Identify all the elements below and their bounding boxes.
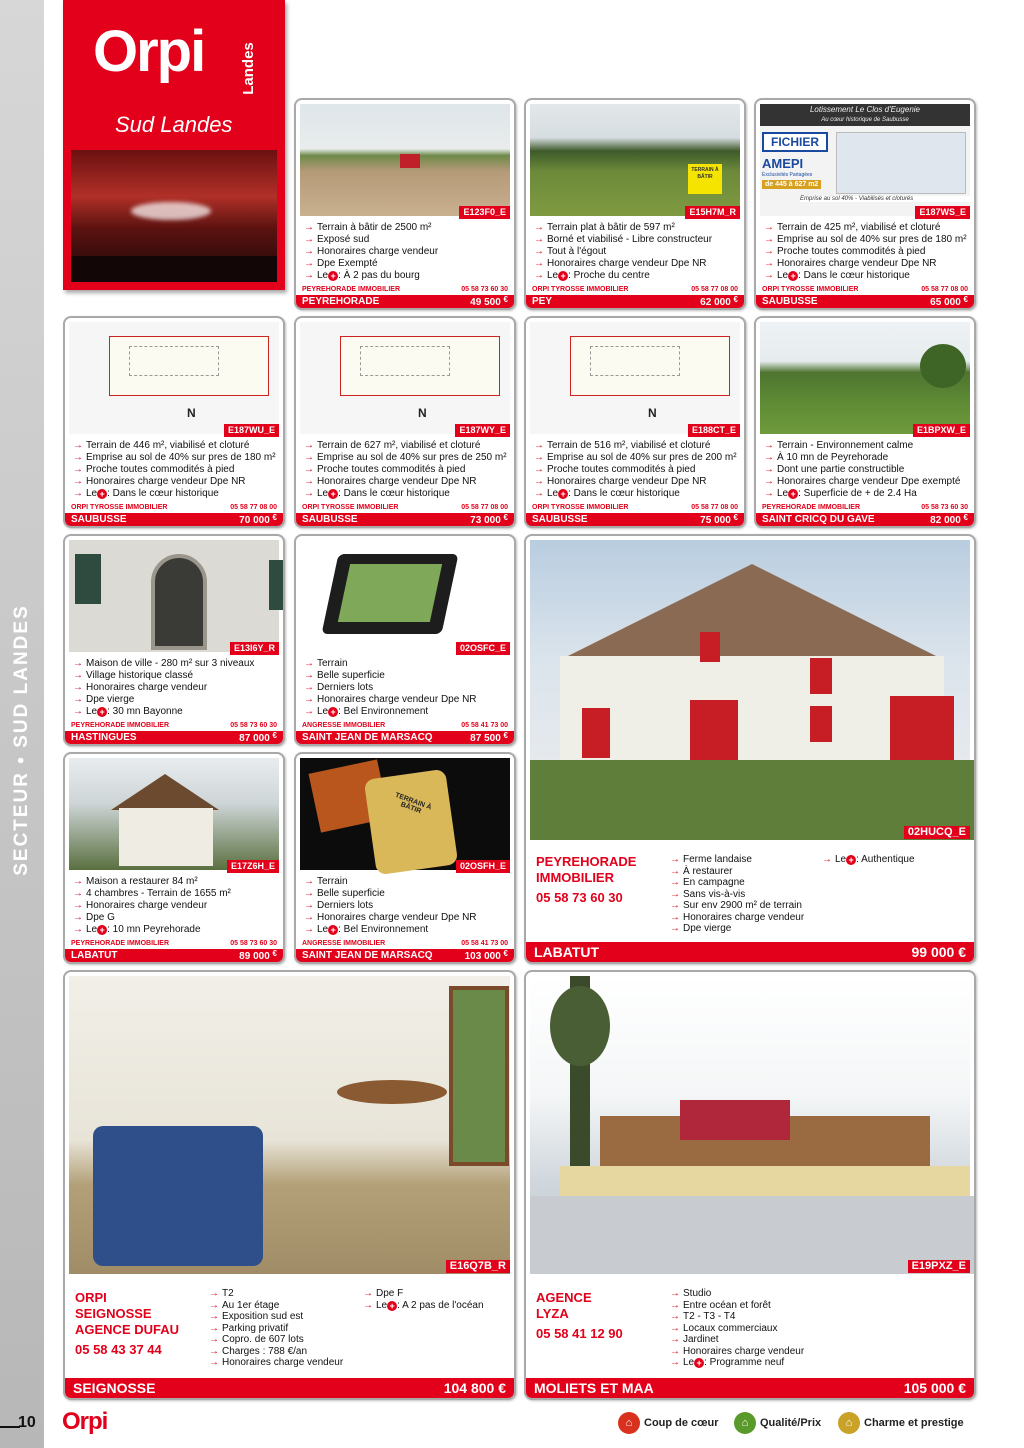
page-number-rule [0, 1426, 20, 1428]
agency-line: PEYREHORADE IMMOBILIER 05 58 73 60 30 [71, 722, 277, 729]
amepi-logo: AMEPI [762, 156, 804, 171]
town-price-bar: SAUBUSSE 70 000 € [65, 513, 283, 526]
plus-icon: + [558, 271, 568, 281]
feature-list: → T2 → Au 1er étage → Exposition sud est → Parking privatif → Copro. de 607 lots → Charges : 788 €/an → Honoraires charge vendeur [209, 1288, 343, 1369]
footer-logo: Orpi [62, 1408, 108, 1435]
plus-list: → Dpe F → Le + : A 2 pas de l'océan [363, 1288, 484, 1311]
feature-list: → Maison de ville - 280 m² sur 3 niveaux → Village historique classé → Honoraires charge vendeur → Dpe vierge → Le + : 30 mn Bayonne [73, 658, 279, 718]
agency-name: ORPI SEIGNOSSE AGENCE DUFAU 05 58 43 37 44 [75, 1290, 180, 1357]
plan-image [836, 132, 966, 194]
featured-listing-labatut[interactable] [524, 534, 976, 964]
plus-icon: + [328, 925, 338, 935]
feature-list: → Studio → Entre océan et forêt → T2 - T3 - T4 → Locaux commerciaux → Jardinet → Honoraires charge vendeur → Le + : Programme neuf [670, 1288, 804, 1369]
logo-subtitle: Sud Landes [115, 112, 233, 137]
listing-card[interactable] [63, 752, 285, 964]
listing-card[interactable] [754, 98, 976, 310]
feature-list: → Terrain de 516 m², viabilisé et cloturé → Emprise au sol de 40% sur pres de 200 m² → Proche toutes commodités à pied → Honoraires charge vendeur Dpe NR → Le + : Dans le cœur historique [534, 440, 740, 500]
agency-line: ORPI TYROSSE IMMOBILIER 05 58 77 08 00 [302, 504, 508, 511]
plan-photo [69, 322, 279, 434]
listing-card[interactable] [294, 98, 516, 310]
featured-listing-moliets[interactable] [524, 970, 976, 1400]
feature-list: → Maison a restaurer 84 m² → 4 chambres - Terrain de 1655 m² → Honoraires charge vendeur → Dpe G → Le + : 10 mn Peyrehorade [73, 876, 279, 936]
amepi-subtitle: Exclusivités Partagées [762, 172, 813, 178]
listing-ref: E123F0_E [459, 206, 510, 219]
listing-ref: E1BPXW_E [913, 424, 970, 437]
plan-photo [530, 322, 740, 434]
town-price-bar: PEYREHORADE 49 500 € [296, 295, 514, 308]
agency-name: AGENCE LYZA 05 58 41 12 90 [536, 1290, 623, 1341]
listing-ref: E187WS_E [915, 206, 970, 219]
listing-ref: E19PXZ_E [908, 1260, 970, 1273]
town-price-bar: SAUBUSSE 65 000 € [756, 295, 974, 308]
plus-icon: + [328, 489, 338, 499]
fichier-badge: FICHIER [762, 132, 828, 152]
page-number: 10 [18, 1414, 36, 1431]
listing-card[interactable] [63, 534, 285, 746]
plan-photo [300, 322, 510, 434]
listing-photo [69, 540, 279, 652]
sector-label: SECTEUR • SUD LANDES [11, 604, 33, 876]
listing-ref: E187WU_E [224, 424, 279, 437]
north-arrow-icon: N [418, 406, 427, 420]
emprise-caption: Emprise au sol 40% - Viabilisés et cloturés [800, 196, 970, 202]
agency-line: ORPI TYROSSE IMMOBILIER 05 58 77 08 00 [762, 286, 968, 293]
agency-line: ANGRESSE IMMOBILIER 05 58 41 73 00 [302, 722, 508, 729]
feature-list: → Terrain à bâtir de 2500 m² → Exposé sud → Honoraires charge vendeur → Dpe Exempté → Le + : À 2 pas du bourg [304, 222, 510, 282]
residence-render [530, 976, 970, 1274]
listing-photo [300, 104, 510, 216]
agency-line: PEYREHORADE IMMOBILIER 05 58 73 60 30 [762, 504, 968, 511]
agency-line: PEYREHORADE IMMOBILIER 05 58 73 60 30 [302, 286, 508, 293]
town-price-bar: SAINT JEAN DE MARSACQ 103 000 € [296, 949, 514, 962]
terrain-sign: TERRAIN À BÂTIR [688, 164, 722, 194]
agency-line: PEYREHORADE IMMOBILIER 05 58 73 60 30 [71, 940, 277, 947]
listing-ref: E187WY_E [455, 424, 510, 437]
town-price-bar: LABATUT 99 000 € [526, 942, 974, 962]
plus-icon: + [97, 489, 107, 499]
listing-card[interactable] [754, 316, 976, 528]
listing-ref: E188CT_E [688, 424, 740, 437]
listing-card[interactable] [524, 316, 746, 528]
logo-brand: Orpi [93, 19, 205, 84]
plus-icon: + [846, 855, 856, 865]
plus-icon: + [788, 489, 798, 499]
town-price-bar: SEIGNOSSE 104 800 € [65, 1378, 514, 1398]
feature-list: → Terrain → Belle superficie → Derniers lots → Honoraires charge vendeur Dpe NR → Le + : Bel Environnement [304, 658, 510, 718]
legend-qualite-prix: ⌂ Qualité/Prix [734, 1412, 821, 1434]
listing-ref: E16Q7B_R [446, 1260, 510, 1273]
plus-icon: + [328, 707, 338, 717]
plus-icon: + [788, 271, 798, 281]
feature-list: → Terrain de 446 m², viabilisé et cloturé → Emprise au sol de 40% sur pres de 180 m² → Proche toutes commodités à pied → Honoraires charge vendeur Dpe NR → Le + : Dans le cœur historique [73, 440, 279, 500]
legend-charme-prestige: ⌂ Charme et prestige [838, 1412, 964, 1434]
listing-card[interactable] [524, 98, 746, 310]
town-price-bar: LABATUT 89 000 € [65, 949, 283, 962]
listing-photo [530, 104, 740, 216]
plus-icon: + [558, 489, 568, 499]
town-price-bar: SAUBUSSE 73 000 € [296, 513, 514, 526]
feature-list: → Terrain → Belle superficie → Derniers lots → Honoraires charge vendeur Dpe NR → Le + : Bel Environnement [304, 876, 510, 936]
town-price-bar: SAUBUSSE 75 000 € [526, 513, 744, 526]
legend-coup-de-coeur: ⌂ Coup de cœur [618, 1412, 719, 1434]
plus-icon: + [694, 1358, 704, 1368]
north-arrow-icon: N [648, 406, 657, 420]
house-star-icon: ⌂ [838, 1412, 860, 1434]
listing-ref: E15H7M_R [685, 206, 740, 219]
orpi-logo-block [63, 0, 285, 290]
town-price-bar: MOLIETS ET MAA 105 000 € [526, 1378, 974, 1398]
lotissement-banner: Lotissement Le Clos d'Eugenie Au cœur historique de Saubusse [760, 104, 970, 126]
feature-list: → Terrain - Environnement calme → À 10 mn de Peyrehorade → Dont une partie constructible → Honoraires charge vendeur Dpe exempté → Le + : Superficie de + de 2.4 Ha [764, 440, 970, 500]
feature-list: → Terrain plat à bâtir de 597 m² → Borné et viabilisé - Libre constructeur → Tout à l'égout → Honoraires charge vendeur Dpe NR → Le + : Proche du centre [534, 222, 740, 282]
listing-card[interactable] [294, 534, 516, 746]
listing-card[interactable] [294, 316, 516, 528]
house-heart-icon: ⌂ [618, 1412, 640, 1434]
town-price-bar: PEY 62 000 € [526, 295, 744, 308]
north-arrow-icon: N [187, 406, 196, 420]
featured-listing-seignosse[interactable] [63, 970, 516, 1400]
tablet-photo [300, 540, 510, 652]
phone-sign: TERRAIN À BÂTIR [394, 791, 433, 816]
listing-photo [69, 758, 279, 870]
town-price-bar: HASTINGUES 87 000 € [65, 731, 283, 744]
amepi-range: de 445 à 627 m2 [762, 180, 821, 189]
plus-icon: + [97, 707, 107, 717]
listing-card[interactable] [63, 316, 285, 528]
feature-list: → Ferme landaise → À restaurer → En campagne → Sans vis-à-vis → Sur env 2900 m² de terrain → Honoraires charge vendeur → Dpe vierge [670, 854, 804, 935]
feature-list: → Terrain de 627 m², viabilisé et cloturé → Emprise au sol de 40% sur pres de 250 m² → Proche toutes commodités à pied → Honoraires charge vendeur Dpe NR → Le + : Dans le cœur historique [304, 440, 510, 500]
feature-list: → Terrain de 425 m², viabilisé et cloturé → Emprise au sol de 40% sur pres de 180 m² → Proche toutes commodités à pied → Honoraires charge vendeur Dpe NR → Le + : Dans le cœur historique [764, 222, 970, 282]
farmhouse-photo [530, 540, 970, 840]
listing-photo [760, 322, 970, 434]
listing-ref: E17Z6H_E [227, 860, 279, 873]
agency-line: ORPI TYROSSE IMMOBILIER 05 58 77 08 00 [71, 504, 277, 511]
listing-ref: 02HUCQ_E [904, 826, 970, 839]
agency-name: PEYREHORADE IMMOBILIER 05 58 73 60 30 [536, 854, 637, 905]
logo-region: Landes [239, 41, 257, 95]
surf-photo [71, 150, 277, 282]
listing-photo [760, 104, 970, 216]
plus-icon: + [387, 1301, 397, 1311]
plus-icon: + [97, 925, 107, 935]
plus-list: → Le + : Authentique [822, 854, 915, 866]
house-price-icon: ⌂ [734, 1412, 756, 1434]
agency-line: ORPI TYROSSE IMMOBILIER 05 58 77 08 00 [532, 504, 738, 511]
apartment-photo [69, 976, 510, 1274]
phone-photo [300, 758, 510, 870]
listing-ref: 02OSFC_E [456, 642, 510, 655]
agency-line: ANGRESSE IMMOBILIER 05 58 41 73 00 [302, 940, 508, 947]
listing-ref: E13I6Y_R [230, 642, 279, 655]
listing-ref: 02OSFH_E [456, 860, 510, 873]
agency-line: ORPI TYROSSE IMMOBILIER 05 58 77 08 00 [532, 286, 738, 293]
plus-icon: + [328, 271, 338, 281]
town-price-bar: SAINT CRICQ DU GAVE 82 000 € [756, 513, 974, 526]
town-price-bar: SAINT JEAN DE MARSACQ 87 500 € [296, 731, 514, 744]
listing-card[interactable] [294, 752, 516, 964]
